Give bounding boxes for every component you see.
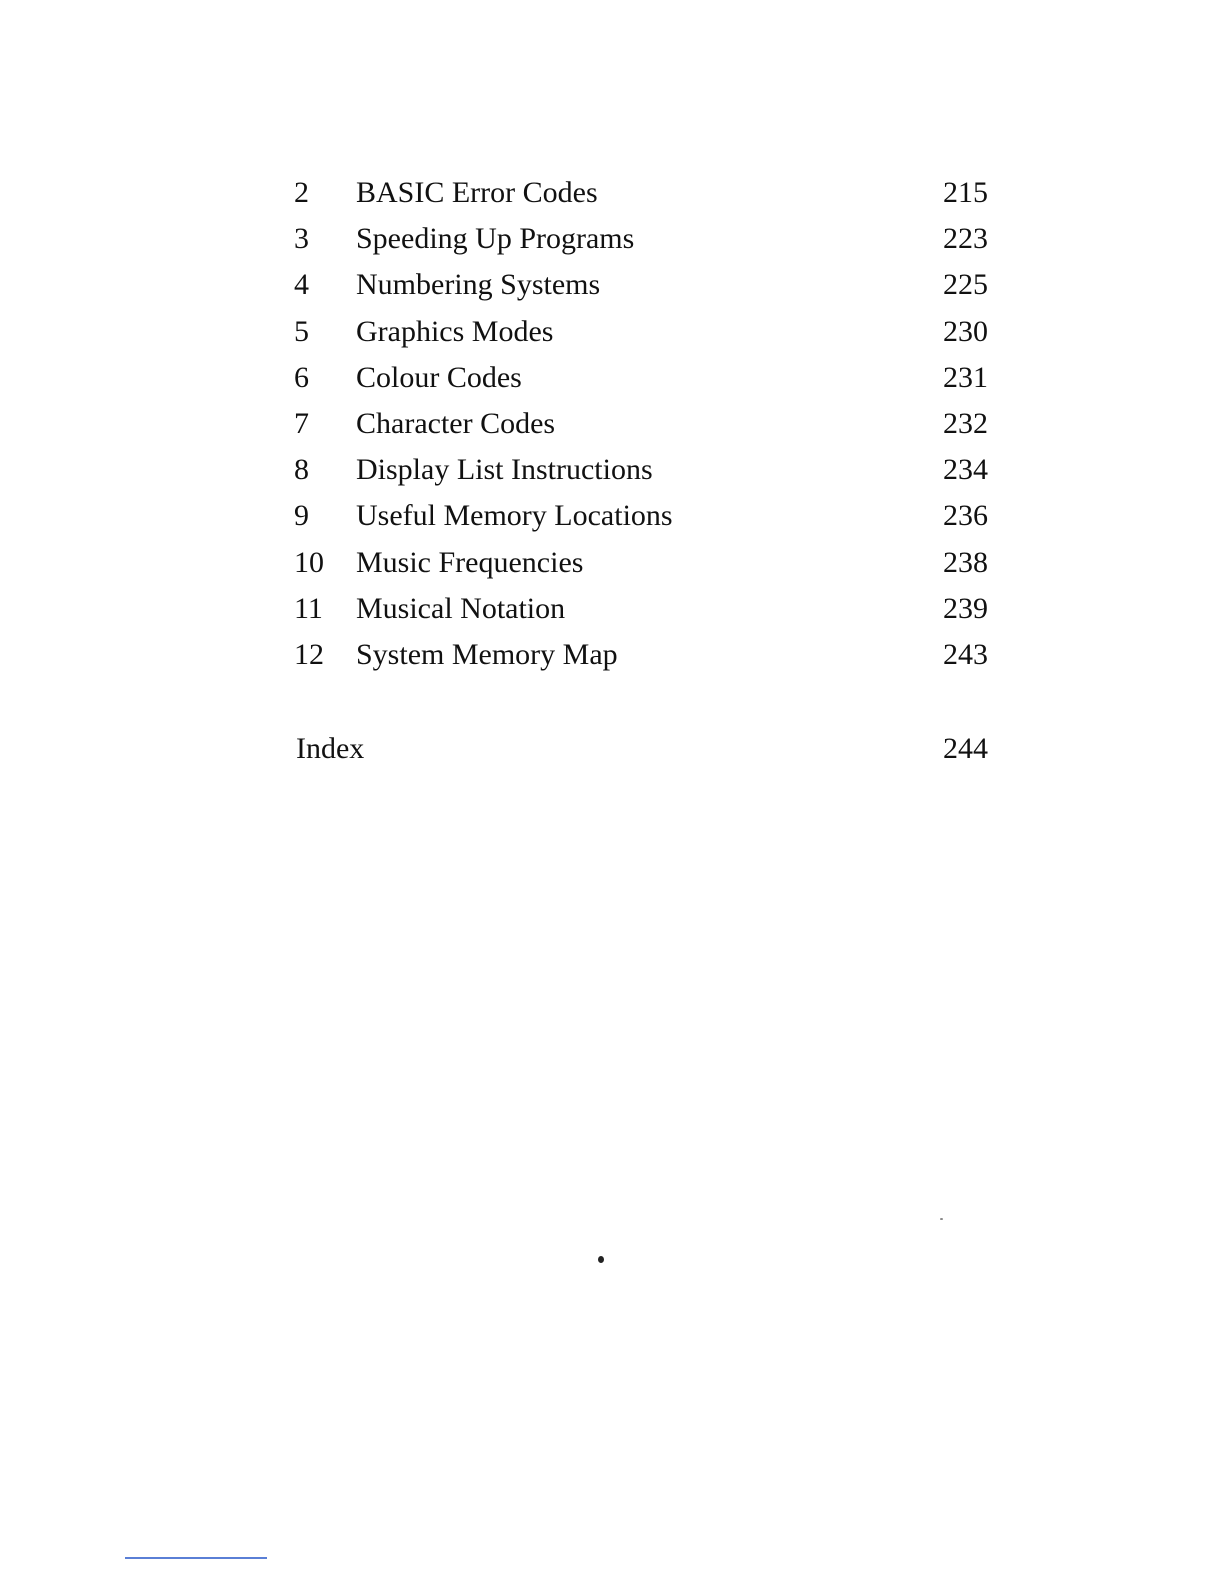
toc-entry[interactable] xyxy=(294,447,988,493)
toc-entry[interactable] xyxy=(294,401,988,447)
toc-entry-title: Graphics Modes xyxy=(356,314,554,348)
toc-entry[interactable] xyxy=(294,355,988,401)
toc-entry-page: 230 xyxy=(943,314,988,348)
toc-entry-page: 223 xyxy=(943,222,988,256)
toc-entry-title: Speeding Up Programs xyxy=(356,222,635,256)
toc-entry-title: Music Frequencies xyxy=(356,545,584,579)
toc-entry-title: Numbering Systems xyxy=(356,268,601,302)
toc-entry-title: Display List Instructions xyxy=(356,453,653,487)
toc-entry-number: 12 xyxy=(294,637,324,671)
toc-entry-number: 7 xyxy=(294,406,309,440)
toc-entry-page: 232 xyxy=(943,406,988,440)
toc-entry[interactable] xyxy=(294,540,988,586)
toc-entry-number: 6 xyxy=(294,360,309,394)
toc-entry-number: 2 xyxy=(294,176,309,209)
toc-entry[interactable] xyxy=(294,493,988,539)
index-label: Index xyxy=(296,732,365,765)
toc-entry-title: Useful Memory Locations xyxy=(356,499,673,533)
toc-entry[interactable] xyxy=(294,586,988,632)
toc-entry-page: 238 xyxy=(943,545,988,579)
toc-entry-number: 3 xyxy=(294,222,309,256)
toc-entry[interactable] xyxy=(294,170,988,216)
toc-entry[interactable] xyxy=(294,262,988,308)
toc-entry-page: 225 xyxy=(943,268,988,302)
page-speck xyxy=(598,1256,604,1263)
toc-entry-title: BASIC Error Codes xyxy=(356,176,598,209)
toc-entry-number: 5 xyxy=(294,314,309,348)
toc-entry-number: 4 xyxy=(294,268,309,302)
toc-entry-page: 231 xyxy=(943,360,988,394)
toc-entry-title: System Memory Map xyxy=(356,637,618,671)
toc-entry[interactable] xyxy=(294,309,988,355)
page-speck-small xyxy=(940,1218,943,1220)
toc-entry-number: 9 xyxy=(294,499,309,533)
toc-entry[interactable] xyxy=(294,216,988,262)
toc-entry-page: 215 xyxy=(943,176,988,209)
toc-entry-number: 11 xyxy=(294,591,323,625)
toc-entry-page: 234 xyxy=(943,453,988,487)
toc-entry-page: 243 xyxy=(943,637,988,671)
toc-entry[interactable] xyxy=(294,632,988,678)
toc-entry-page: 236 xyxy=(943,499,988,533)
bottom-rule xyxy=(125,1557,267,1559)
toc-entry-number: 8 xyxy=(294,453,309,487)
table-of-contents xyxy=(294,170,988,678)
toc-entry-number: 10 xyxy=(294,545,324,579)
toc-entry-title: Colour Codes xyxy=(356,360,522,394)
toc-entry-title: Musical Notation xyxy=(356,591,566,625)
toc-entry-title: Character Codes xyxy=(356,406,556,440)
toc-index-entry[interactable] xyxy=(296,726,988,772)
toc-entry-page: 239 xyxy=(943,591,988,625)
index-page: 244 xyxy=(943,732,988,765)
